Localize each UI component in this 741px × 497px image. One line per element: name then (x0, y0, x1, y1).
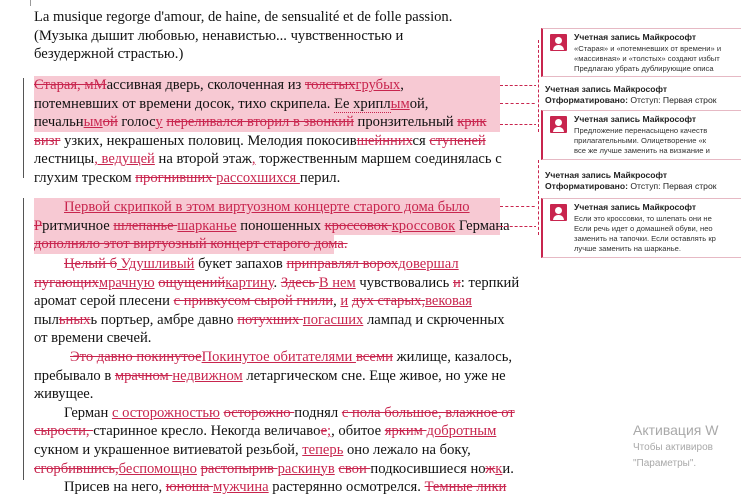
deleted-text: мрачном (114, 367, 173, 384)
change-bar (23, 198, 24, 480)
body-text: глухим треском (34, 170, 136, 186)
comment-author: Учетная запись Майкрософт (574, 32, 697, 42)
comment-text: Предложение перенасыщено качеств (574, 126, 708, 135)
formatting-author: Учетная запись Майкрософт (545, 170, 668, 180)
comment-connector (500, 206, 540, 207)
body-text: и. (502, 460, 514, 477)
deleted-text: растопырив (200, 460, 278, 477)
formatting-author: Учетная запись Майкрософт (545, 84, 668, 94)
deleted-text: ьных (58, 311, 91, 328)
user-avatar-icon (550, 34, 567, 51)
body-text: растерянно осмотрелся. (268, 479, 425, 496)
inserted-text: ым (390, 95, 410, 112)
comment-balloon-3[interactable] (541, 198, 741, 258)
body-text: торжественным маршем соединялась с (255, 151, 502, 168)
deleted-text: потухших (237, 311, 303, 328)
deleted-text: ощущений (158, 274, 226, 291)
text-line-12[interactable] (34, 235, 348, 254)
deleted-text: толстых (304, 77, 356, 93)
body-text: потемневших от времени досок, тихо скрипела. (34, 95, 335, 112)
formatting-value: Отступ: Первая строк (627, 181, 717, 191)
body-text: чувствовались (355, 274, 453, 291)
text-line-15[interactable] (34, 292, 504, 311)
formatting-balloon-1[interactable] (545, 84, 717, 106)
text-line-4[interactable] (34, 76, 500, 95)
deleted-text: свои (338, 460, 371, 477)
inserted-text: к (495, 460, 503, 477)
deleted-text: визг (34, 132, 61, 149)
deleted-text: приправлял ворох (286, 256, 399, 272)
body-text: старинное кресло. Некогда величаво (93, 423, 321, 440)
inserted-text: грубых (355, 77, 401, 93)
deleted-text: Старая, мМ (34, 77, 107, 93)
body-text: летаргическом сне. Еще живое, но уже не (242, 367, 506, 384)
text-line-6[interactable] (34, 113, 500, 132)
deleted-text: ж (485, 460, 496, 477)
body-text: Герман (64, 404, 112, 421)
deleted-text: Р (34, 217, 43, 234)
inserted-text: мужчина (213, 479, 269, 496)
text-line-14[interactable] (34, 274, 520, 293)
inserted-text: Покинутое обитателями (201, 349, 356, 365)
deleted-text: ступеней (429, 132, 486, 149)
comment-text: «массивная» и «толстых» создают избыт (574, 54, 720, 63)
activation-watermark-title: Активация W (633, 422, 719, 438)
deleted-text: дополняло этот виртуозный концерт старого дома. (34, 236, 348, 253)
formatting-label: Отформатировано: (545, 181, 628, 191)
body-text: : терпкий (460, 274, 520, 291)
comment-text: Если речь идет о домашней обуви, нео (574, 224, 713, 233)
comment-anchor-text: Ее хрипл (334, 95, 391, 112)
text-line-10[interactable] (34, 198, 500, 217)
comment-connector (500, 103, 540, 104)
body-text: ся (412, 132, 430, 149)
body-text: подкосившиеся но (370, 460, 486, 477)
body-text: пыл (34, 311, 59, 328)
text-line-24[interactable] (34, 460, 514, 479)
comment-text: все же лучше заменить на визжание и (574, 146, 710, 155)
formatting-description (545, 181, 717, 192)
body-text: , (333, 293, 341, 310)
user-avatar-icon (550, 204, 567, 221)
body-text: ассивная дверь, сколоченная из (106, 77, 305, 93)
formatting-label: Отформатировано: (545, 95, 628, 105)
body-text: аромат серой плесени (34, 293, 174, 310)
inserted-text: добротным (426, 423, 497, 440)
body-text: оно лежало на боку, (343, 442, 471, 458)
body-text: ритмичное (42, 217, 114, 234)
deleted-text: крик (457, 114, 487, 131)
deleted-text: ярким (384, 423, 427, 440)
text-line-20[interactable] (34, 385, 504, 404)
text-line-9[interactable] (34, 169, 504, 188)
activation-watermark-line: Чтобы активиров (633, 442, 713, 453)
inserted-text: рассохшихся (216, 170, 300, 186)
deleted-text: прогнивших (135, 170, 217, 186)
body-text: пребывало в (34, 367, 115, 384)
deleted-text: вторил в звонкий (246, 114, 354, 131)
user-avatar-icon (550, 116, 567, 133)
markup-connector (538, 40, 539, 132)
inserted-text: кроссовок (391, 217, 456, 234)
deleted-text: Это давно покинутое (70, 349, 202, 365)
deleted-text: кроссовок (324, 217, 392, 234)
text-line-18[interactable] (34, 348, 513, 367)
inserted-text: В нем (318, 274, 356, 291)
body-text: , (400, 77, 404, 93)
comment-text: прилагательными. Олицетворение «к (574, 136, 707, 145)
text-line-2[interactable] (34, 27, 504, 46)
inserted-text: раскинув (277, 460, 335, 477)
text-line-3[interactable] (34, 45, 504, 64)
body-text: . (273, 274, 281, 291)
text-line-21[interactable] (34, 404, 515, 423)
deleted-text: с привкусом сырой гнили (173, 293, 334, 310)
comment-text: заменить на тапочки. Если оставлять кр (574, 234, 716, 243)
inserted-text: , (251, 151, 256, 168)
comment-text: Если это кроссовки, то шлепать они не (574, 214, 712, 223)
deleted-text: сырости, (34, 423, 94, 440)
text-line-16[interactable] (34, 311, 504, 330)
body-text: поношенных (236, 217, 325, 234)
body-text: пронзительный (353, 114, 458, 131)
body-text: лампад и скрюченных (363, 311, 505, 328)
inserted-text: Удушливый (117, 256, 195, 272)
inserted-text: мрачную (98, 274, 155, 291)
deleted-text: и (452, 274, 461, 291)
inserted-text: ; (327, 423, 332, 440)
body-text: (Музыка дышит любовью, ненавистью... чувственностью и (34, 27, 404, 44)
comment-author: Учетная запись Майкрософт (574, 202, 697, 212)
body-text: ой, (409, 95, 429, 112)
inserted-text: вековая (425, 293, 472, 310)
text-line-22[interactable] (34, 422, 504, 441)
inserted-text: у (155, 114, 163, 131)
text-line-1[interactable] (34, 8, 504, 27)
deleted-text: Целый б (64, 256, 117, 272)
deleted-text: сгорбившись, (34, 460, 119, 477)
body-text: La musique regorge d'amour, de haine, de sensualité et de folle passion. (34, 9, 453, 25)
deleted-text: Темные лики (424, 479, 507, 496)
text-line-7[interactable] (34, 132, 504, 151)
deleted-text: с пола большое, влажное от (341, 404, 515, 421)
body-text: от времени свечей. (34, 330, 152, 347)
markup-connector (538, 160, 539, 235)
deleted-text: шейнних (356, 132, 413, 149)
deleted-text: всеми (355, 349, 393, 365)
body-text: ь портьер, амбре давно (90, 311, 238, 328)
text-line-25[interactable] (34, 478, 507, 497)
body-text: узких, некрашеных половиц. Мелодия покосив (60, 132, 357, 149)
comment-text: Предлагаю убрать дублирующие описа (574, 64, 714, 73)
text-line-23[interactable] (34, 441, 504, 460)
body-text: жилище, казалось, (392, 349, 513, 365)
deleted-text: е (320, 423, 328, 440)
comment-text: «Старая» и «потемневших от времени» и (574, 44, 722, 53)
text-line-11[interactable] (34, 217, 510, 236)
activation-watermark-line: "Параметры". (633, 458, 697, 469)
inserted-text: шарканье (177, 217, 237, 234)
comment-balloon-1[interactable] (541, 28, 741, 77)
deleted-text: Здесь (280, 274, 319, 291)
comment-balloon-2[interactable] (541, 110, 741, 160)
inserted-text: недвижном (172, 367, 243, 384)
body-text: сукном и украшенное витиеватой резьбой, (34, 442, 303, 458)
body-text: Присев на него, (64, 479, 166, 496)
comment-author: Учетная запись Майкрософт (574, 114, 697, 124)
body-text: лестницы (34, 151, 95, 168)
text-line-8[interactable] (34, 150, 504, 169)
inserted-text: с осторожностью (111, 404, 220, 421)
deleted-text: пугающих (34, 274, 99, 291)
markup-area (536, 0, 720, 480)
inserted-text: картину (225, 274, 274, 291)
body-text: живущее. (34, 386, 94, 403)
inserted-text: теперь (302, 442, 344, 458)
text-line-5[interactable] (34, 95, 500, 114)
inserted-text: ым (83, 114, 103, 131)
text-line-13[interactable] (34, 255, 504, 274)
body-text: , обитое (331, 423, 385, 440)
text-line-19[interactable] (34, 367, 504, 386)
body-text: голос (117, 114, 156, 131)
deleted-text: переливался (166, 114, 247, 131)
deleted-text: осторожно (223, 404, 295, 421)
deleted-text: шлепанье (113, 217, 178, 234)
inserted-text: , ведущей (94, 151, 155, 168)
body-text: поднял (294, 404, 342, 421)
formatting-value: Отступ: Первая строк (627, 95, 717, 105)
page-corner-mark (30, 0, 31, 6)
body-text: букет запахов (194, 256, 287, 272)
body-text: на второй этаж (154, 151, 252, 168)
formatting-description (545, 95, 717, 106)
text-line-17[interactable] (34, 329, 504, 348)
deleted-text: дух старых, (351, 293, 426, 310)
inserted-text: довершал (398, 256, 459, 272)
deleted-text: ой (102, 114, 118, 131)
formatting-balloon-2[interactable] (545, 170, 717, 192)
body-text: перил. (299, 170, 341, 186)
inserted-text: и (340, 293, 349, 310)
comment-text: лучше заменить на шарканье. (574, 244, 681, 253)
deleted-text: юноша (165, 479, 214, 496)
body-text: безудержной страстью.) (34, 46, 184, 63)
change-bar (23, 78, 24, 178)
inserted-text: погасших (302, 311, 364, 328)
body-text: печальн (34, 114, 84, 131)
inserted-text: беспомощно (118, 460, 197, 477)
body-text: Германа (455, 217, 510, 234)
inserted-text: Первой скрипкой в этом виртуозном концерте старого дома было (64, 199, 470, 215)
